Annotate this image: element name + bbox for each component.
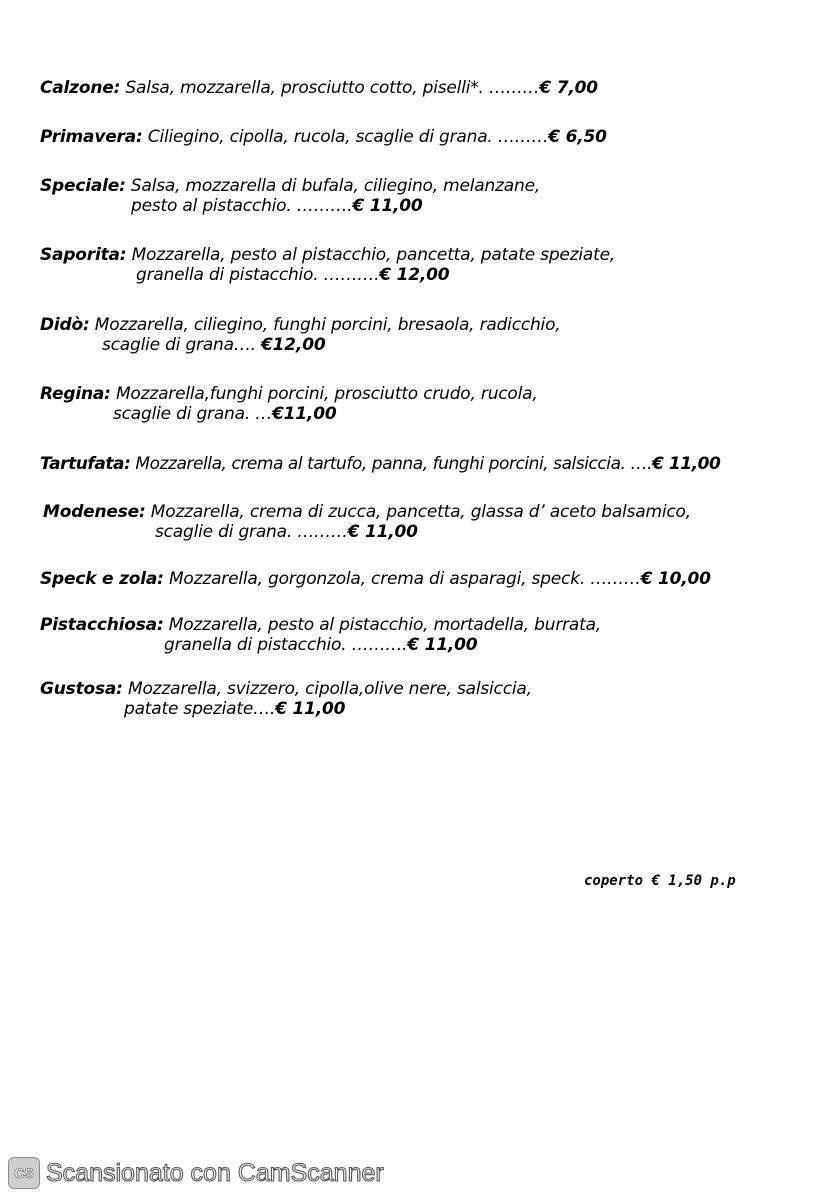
item-name: Gustosa: (40, 679, 123, 699)
item-description-cont: pesto al pistacchio. ………. (131, 196, 353, 216)
menu-item-modenese (43, 502, 691, 542)
item-description: Mozzarella, pesto al pistacchio, mortadella, burrata, (163, 615, 601, 635)
item-description: Ciliegino, cipolla, rucola, scaglie di grana. ……… (142, 127, 549, 147)
item-price: € 7,00 (539, 78, 598, 98)
menu-item-calzone (40, 78, 598, 98)
item-description: Mozzarella, gorgonzola, crema di asparagi, speck. ……… (163, 569, 641, 589)
item-price: € 11,00 (407, 635, 478, 655)
item-name: Tartufata: (40, 454, 131, 474)
cover-charge-note: coperto € 1,50 p.p (584, 873, 736, 889)
menu-item-tartufata (40, 454, 720, 474)
watermark-text: Scansionato con CamScanner (46, 1158, 384, 1187)
menu-item-saporita (40, 245, 615, 285)
item-description: Mozzarella, pesto al pistacchio, pancetta, patate speziate, (126, 245, 616, 265)
item-price: € 11,00 (347, 522, 418, 542)
item-description-cont: granella di pistacchio. ………. (164, 635, 408, 655)
item-description: Mozzarella, svizzero, cipolla,olive nere, salsiccia, (122, 679, 532, 699)
menu-item-primavera (40, 127, 607, 147)
item-price: €12,00 (261, 335, 326, 355)
item-description-cont: scaglie di grana. ……… (155, 522, 348, 542)
item-price: € 11,00 (275, 699, 346, 719)
item-price: € 6,50 (548, 127, 607, 147)
menu-item-speciale (40, 176, 540, 216)
item-price: € 10,00 (640, 569, 711, 589)
item-description-cont: scaglie di grana…. (102, 335, 262, 355)
item-description: Salsa, mozzarella, prosciutto cotto, piselli*. ……… (120, 78, 540, 98)
item-description: Salsa, mozzarella di bufala, ciliegino, melanzane, (125, 176, 541, 196)
item-description: Mozzarella, ciliegino, funghi porcini, bresaola, radicchio, (89, 315, 561, 335)
item-description-cont: scaglie di grana. … (113, 404, 273, 424)
item-name: Modenese: (43, 502, 146, 522)
item-name: Speciale: (40, 176, 126, 196)
item-name: Regina: (40, 384, 111, 404)
item-description: Mozzarella, crema di zucca, pancetta, glassa d’ aceto balsamico, (145, 502, 691, 522)
menu-item-speck-e-zola (40, 569, 711, 589)
item-price: € 11,00 (651, 454, 721, 474)
item-description: Mozzarella,funghi porcini, prosciutto crudo, rucola, (110, 384, 538, 404)
menu-item-dido (40, 315, 560, 355)
item-name: Pistacchiosa: (40, 615, 164, 635)
item-name: Primavera: (40, 127, 143, 147)
item-name: Speck e zola: (40, 569, 164, 589)
camscanner-logo-icon: CS (8, 1157, 40, 1189)
menu-item-pistacchiosa (40, 615, 601, 655)
item-name: Saporita: (40, 245, 127, 265)
item-name: Didò: (40, 315, 90, 335)
item-price: €11,00 (272, 404, 337, 424)
item-description-cont: granella di pistacchio. ………. (136, 265, 380, 285)
item-description: Mozzarella, crema al tartufo, panna, funghi porcini, salsiccia. …. (130, 454, 652, 474)
item-price: € 11,00 (352, 196, 423, 216)
camscanner-watermark (8, 1157, 384, 1189)
item-description-cont: patate speziate…. (124, 699, 276, 719)
item-name: Calzone: (40, 78, 121, 98)
menu-item-gustosa (40, 679, 532, 719)
item-price: € 12,00 (379, 265, 450, 285)
menu-item-regina (40, 384, 538, 424)
